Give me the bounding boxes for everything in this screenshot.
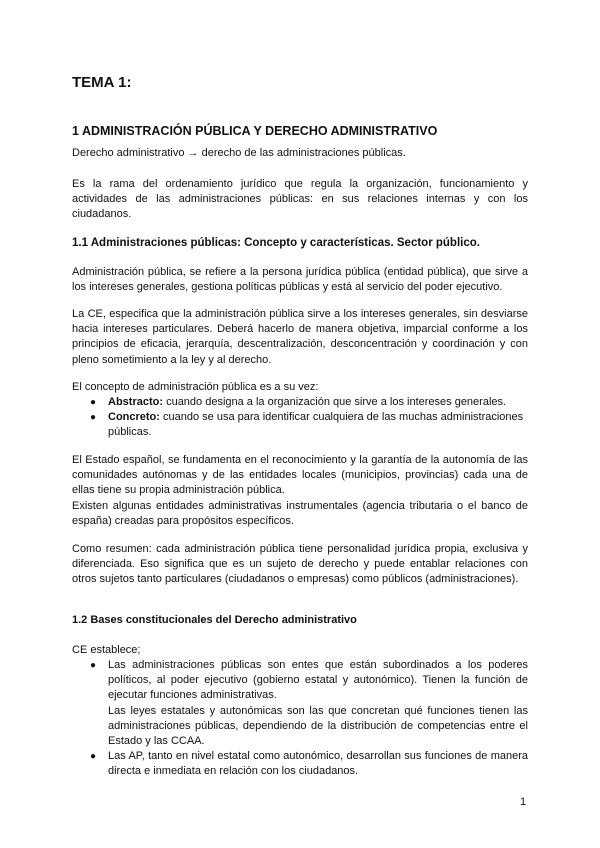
list-item <box>72 658 528 749</box>
list-item-extra: Las leyes estatales y autonómicas son las que concretan qué funciones tienen las administraciones públicas, dependiendo de la distribución de competencias entre el Estado y las CCAA. <box>108 704 528 748</box>
section-1-1-paragraph-3: El concepto de administración pública es a su vez: <box>72 381 319 393</box>
list-item <box>72 749 528 779</box>
concept-list <box>72 395 528 441</box>
section-1-1-paragraph-6: Como resumen: cada administración pública tiene personalidad jurídica propia, exclusiva y diferenciada. Eso significa que es un sujeto de derecho y puede entablar relaciones con otros sujetos tanto particulares (ciudadanos o empresas) como públicos (administraciones). <box>72 543 528 586</box>
section-1-1-heading: 1.1 Administraciones públicas: Concepto y características. Sector público. <box>72 237 480 249</box>
bullet-icon: ● <box>90 660 97 671</box>
list-item-text: cuando se usa para identificar cualquiera de las muchas administraciones públicas. <box>108 411 524 439</box>
list-item <box>72 410 528 440</box>
bullet-icon: ● <box>90 412 97 424</box>
page-number: 1 <box>520 796 527 808</box>
section-1-paragraph: Es la rama del ordenamiento jurídico que regula la organización, funcionamiento y actividades de las administraciones públicas: en sus relaciones internas y con los ciudadanos. <box>72 178 528 221</box>
section-1-2-heading: 1.2 Bases constitucionales del Derecho administrativo <box>72 614 357 626</box>
section-1-1-paragraph-4: El Estado español, se fundamenta en el reconocimiento y la garantía de la autonomía de las comunidades autónomas y de las entidades locales (municipios, provincias) cada una de ellas tiene su propia administración pública. <box>72 454 528 497</box>
definition-line: Derecho administrativo → derecho de las administraciones públicas. <box>72 147 406 159</box>
constitutional-bases-list <box>72 658 528 780</box>
list-item-text: Las AP, tanto en nivel estatal como autonómico, desarrollan sus funciones de manera directa e inmediata en relación con los ciudadanos. <box>108 750 528 778</box>
list-item-term: Abstracto: <box>108 396 164 408</box>
page-title: TEMA 1: <box>72 74 132 91</box>
list-item-term: Concreto: <box>108 411 160 424</box>
list-item-text: Las administraciones públicas son entes que están subordinados a los poderes políticos, al poder ejecutivo (gobierno estatal y autonómico). Tienen la función de ejecutar funciones administrativas. <box>108 659 528 702</box>
section-1-2-intro: CE establece; <box>72 644 141 656</box>
section-1-1-paragraph-1: Administración pública, se refiere a la persona jurídica pública (entidad pública), que sirve a los intereses generales, gestiona políticas públicas y está al servicio del poder ejecutivo. <box>72 266 528 294</box>
section-1-1-paragraph-2: La CE, especifica que la administración pública sirve a los intereses generales, sin desviarse hacia intereses particulares. Deberá hacerlo de manera objetiva, imparcial conforme a los principios de eficacia, jerarquía, descentralización, desconcentración y coordinación y con pleno sometimiento a la ley y al derecho. <box>72 308 528 366</box>
section-1-1-paragraph-5: Existen algunas entidades administrativas instrumentales (agencia tributaria o el banco de españa) creadas para propósitos específicos. <box>72 500 528 528</box>
list-item-text: cuando designa a la organización que sirve a los intereses generales. <box>163 396 507 408</box>
bullet-icon: ● <box>90 751 97 763</box>
section-1-heading: 1 ADMINISTRACIÓN PÚBLICA Y DERECHO ADMINISTRATIVO <box>72 124 438 138</box>
list-item <box>72 395 528 410</box>
bullet-icon: ● <box>90 397 97 408</box>
